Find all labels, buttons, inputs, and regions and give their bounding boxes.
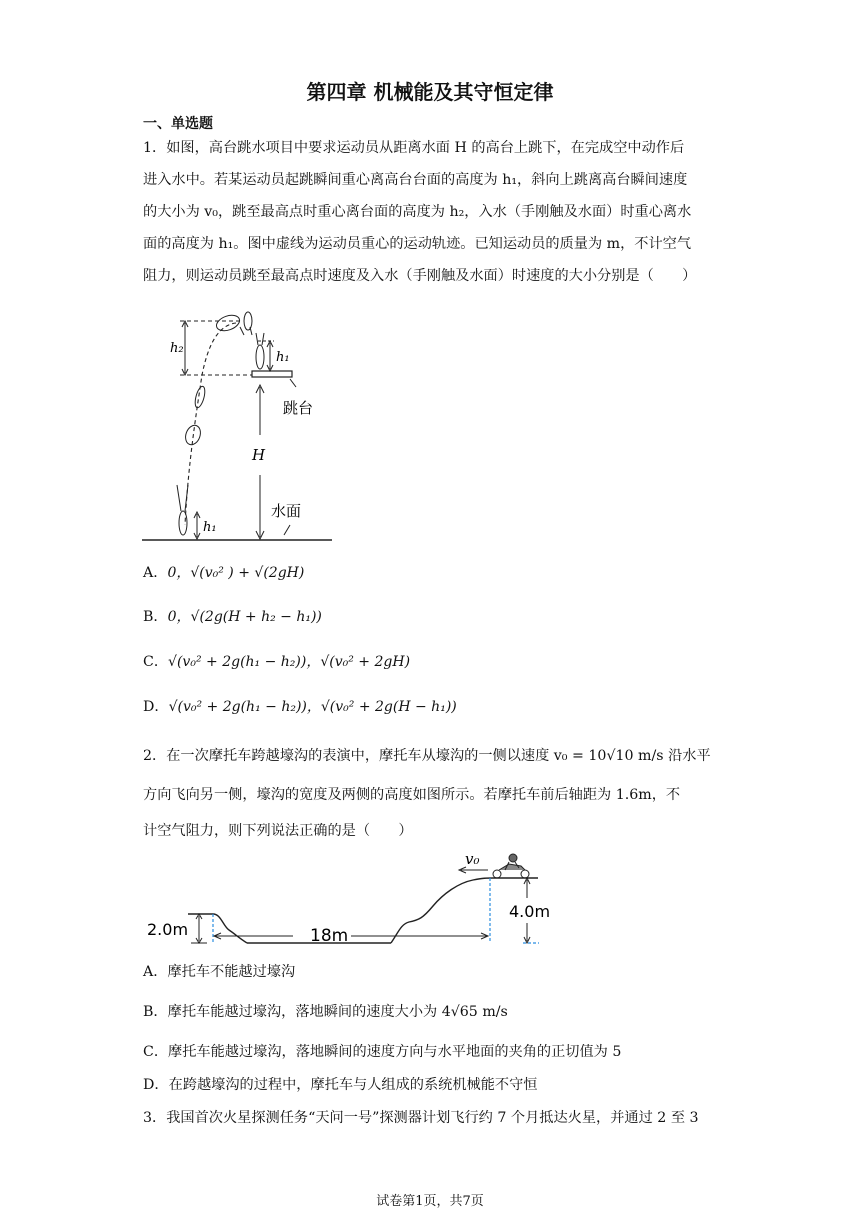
question-2-option-a xyxy=(143,962,295,982)
entering-diver-arm xyxy=(177,485,181,511)
question-2-line: 方向飞向另一侧，壕沟的宽度及两侧的高度如图所示。若摩托车前后轴距为 1.6m，不 xyxy=(143,787,681,803)
question-1-option-d xyxy=(143,697,457,717)
width-label: 18m xyxy=(310,926,349,946)
section-heading: 一、单选题 xyxy=(143,116,213,132)
platform-leader-line xyxy=(290,379,296,387)
option-text: 摩托车能越过壕沟，落地瞬间的速度方向与水平地面的夹角的正切值为 5 xyxy=(168,1044,622,1060)
question-2-option-d xyxy=(143,1075,537,1095)
question-1-stem xyxy=(143,132,723,292)
question-1-option-c xyxy=(143,652,410,672)
option-text: 0，√(v₀² ) + √(2gH) xyxy=(167,565,305,581)
tumbling-diver-icon xyxy=(244,312,252,330)
option-letter: C． xyxy=(143,1044,169,1060)
standing-diver-arm xyxy=(262,333,264,345)
h2-label: h₂ xyxy=(170,341,184,356)
question-2-line: 计空气阻力，则下列说法正确的是（ ） xyxy=(143,823,413,839)
option-letter: C． xyxy=(143,654,169,670)
option-text: 在跨越壕沟的过程中，摩托车与人组成的系统机械能不守恒 xyxy=(168,1077,538,1093)
page-footer: 试卷第1页，共7页 xyxy=(376,1194,484,1209)
question-2-line: 2．在一次摩托车跨越壕沟的表演中，摩托车从壕沟的一侧以速度 v₀ = 10√10 m/s 沿水平 xyxy=(143,748,711,764)
motorcycle-icon xyxy=(493,854,529,878)
page-title: 第四章 机械能及其守恒定律 xyxy=(306,80,554,104)
H-label: H xyxy=(252,446,266,464)
left-height-label: 2.0m xyxy=(147,920,189,939)
ditch-figure xyxy=(143,848,563,948)
question-1-line: 阻力，则运动员跳至最高点时速度及入水（手刚触及水面）时速度的大小分别是（ ） xyxy=(143,268,697,284)
standing-diver-icon xyxy=(256,345,264,369)
tumbling-diver-icon xyxy=(214,312,241,333)
standing-diver-arm xyxy=(256,333,258,345)
question-1-line: 面的高度为 h₁。图中虚线为运动员重心的运动轨迹。已知运动员的质量为 m，不计空气 xyxy=(143,236,692,252)
option-text: 摩托车不能越过壕沟 xyxy=(167,964,296,980)
option-letter: B． xyxy=(143,1004,168,1020)
question-2-option-c xyxy=(143,1042,621,1062)
option-text: √(v₀² + 2g(h₁ − h₂))，√(v₀² + 2g(H − h₁)) xyxy=(168,699,457,715)
option-text: 摩托车能越过壕沟，落地瞬间的速度大小为 4√65 m/s xyxy=(167,1004,508,1020)
option-letter: D． xyxy=(143,1077,169,1093)
h1-bottom-label: h₁ xyxy=(203,520,217,535)
option-letter: A． xyxy=(143,565,168,581)
question-1-line: 1．如图，高台跳水项目中要求运动员从距离水面 H 的高台上跳下，在完成空中动作后 xyxy=(143,140,685,156)
water-leader-line xyxy=(284,525,290,535)
question-2-stem xyxy=(143,736,723,848)
velocity-label: v₀ xyxy=(465,850,480,868)
question-1-option-a xyxy=(143,563,304,583)
question-3-stem xyxy=(143,1102,723,1134)
h1-top-label: h₁ xyxy=(276,350,290,365)
water-label: 水面 xyxy=(271,502,302,520)
option-letter: B． xyxy=(143,609,168,625)
option-letter: A． xyxy=(143,964,168,980)
option-letter: D． xyxy=(143,699,169,715)
option-text: 0，√(2g(H + h₂ − h₁)) xyxy=(167,609,322,625)
option-text: √(v₀² + 2g(h₁ − h₂))，√(v₀² + 2gH) xyxy=(168,654,411,670)
entering-diver-icon xyxy=(179,511,187,535)
platform xyxy=(252,371,292,377)
diving-figure xyxy=(140,305,340,545)
question-2-option-b xyxy=(143,1002,508,1022)
right-height-label: 4.0m xyxy=(509,902,551,921)
trajectory-dashed-curve xyxy=(185,323,236,525)
platform-label: 跳台 xyxy=(283,399,314,417)
question-1-line: 的大小为 v₀，跳至最高点时重心离台面的高度为 h₂，入水（手刚触及水面）时重心离水 xyxy=(143,204,692,220)
question-1-line: 进入水中。若某运动员起跳瞬间重心离高台台面的高度为 h₁，斜向上跳离高台瞬间速度 xyxy=(143,172,688,188)
question-3-line: 3．我国首次火星探测任务“天问一号”探测器计划飞行约 7 个月抵达火星，并通过 2 至 3 xyxy=(143,1110,699,1126)
question-1-option-b xyxy=(143,607,322,627)
